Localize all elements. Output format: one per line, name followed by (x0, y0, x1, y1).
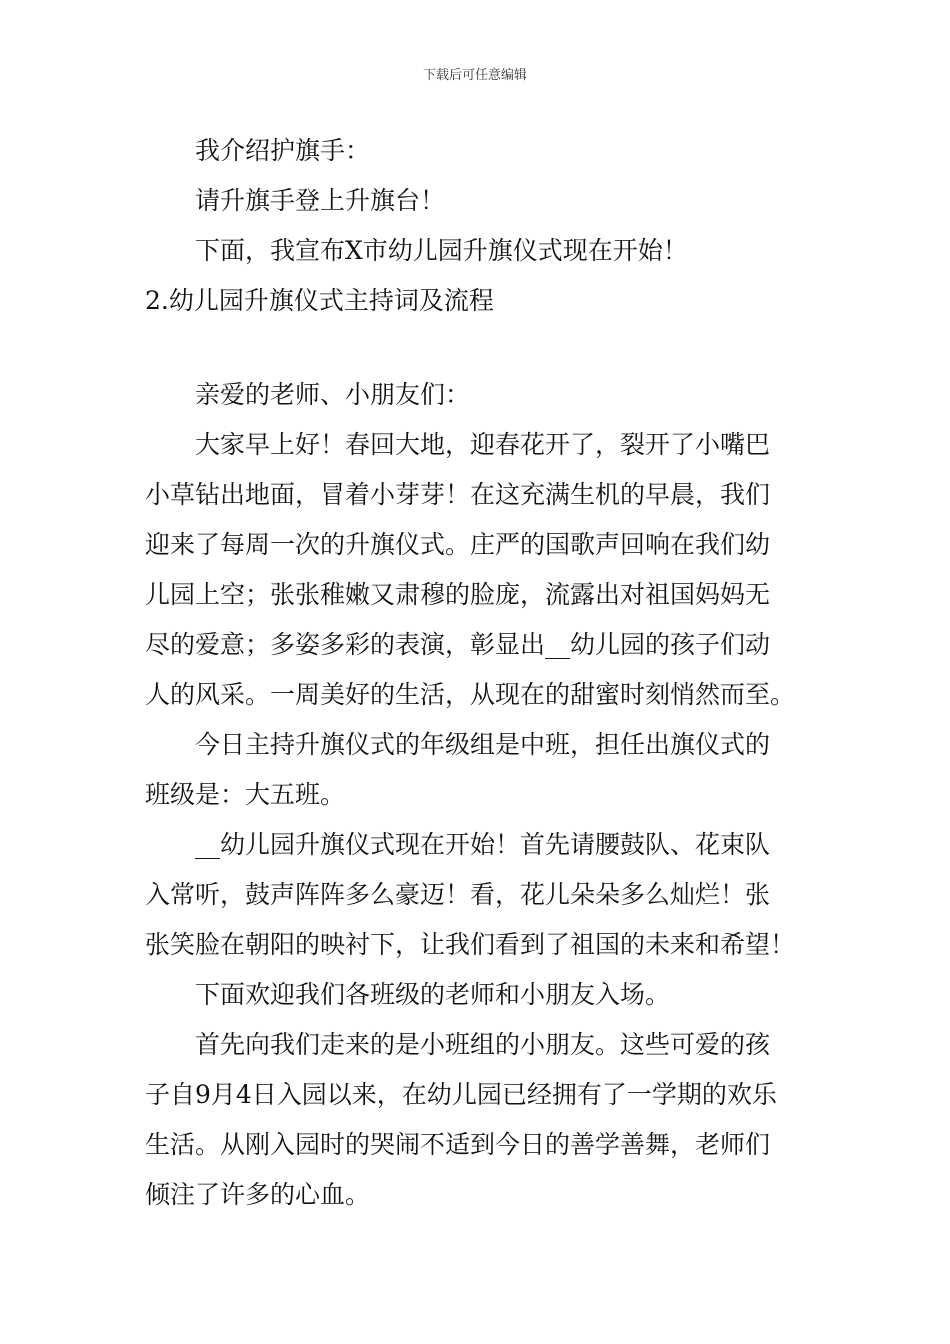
greeting-line: 亲爱的老师、小朋友们： (195, 380, 471, 409)
paragraph-line: 首先向我们走来的是小班组的小朋友。这些可爱的孩 (195, 1030, 771, 1059)
paragraph-line: 人的风采。一周美好的生活，从现在的甜蜜时刻悄然而至。 (145, 680, 796, 709)
paragraph-line: 儿园上空；张张稚嫩又肃穆的脸庞，流露出对祖国妈妈无 (145, 580, 771, 609)
paragraph-line: 我介绍护旗手： (195, 136, 371, 165)
paragraph-line: 小草钻出地面，冒着小芽芽！在这充满生机的早晨，我们 (145, 480, 771, 509)
blank-spacer (145, 330, 810, 374)
paragraph-line: 子自9月4日入园以来，在幼儿园已经拥有了一学期的欢乐 (145, 1080, 777, 1109)
document-body (145, 130, 810, 1224)
paragraph-line: 倾注了许多的心血。 (145, 1180, 371, 1209)
paragraph-line: 下面欢迎我们各班级的老师和小朋友入场。 (195, 980, 671, 1009)
paragraph-line: __幼儿园升旗仪式现在开始！首先请腰鼓队、花束队 (195, 830, 771, 859)
section-heading: 2.幼儿园升旗仪式主持词及流程 (145, 286, 494, 315)
paragraph-line: 今日主持升旗仪式的年级组是中班，担任出旗仪式的 (195, 730, 771, 759)
paragraph-line: 尽的爱意；多姿多彩的表演，彰显出__幼儿园的孩子们动 (145, 630, 771, 659)
paragraph-line: 张笑脸在朝阳的映衬下，让我们看到了祖国的未来和希望！ (145, 930, 796, 959)
paragraph-line: 生活。从刚入园时的哭闹不适到今日的善学善舞，老师们 (145, 1130, 771, 1159)
paragraph-line: 大家早上好！春回大地，迎春花开了，裂开了小嘴巴 (195, 430, 771, 459)
paragraph-line: 迎来了每周一次的升旗仪式。庄严的国歌声回响在我们幼 (145, 530, 771, 559)
paragraph-line: 请升旗手登上升旗台！ (195, 186, 446, 215)
page-header-note: 下载后可任意编辑 (422, 68, 527, 83)
paragraph-line: 下面，我宣布X市幼儿园升旗仪式现在开始！ (195, 236, 688, 265)
paragraph-line: 入常听，鼓声阵阵多么豪迈！看，花儿朵朵多么灿烂！张 (145, 880, 771, 909)
paragraph-line: 班级是：大五班。 (145, 780, 346, 809)
